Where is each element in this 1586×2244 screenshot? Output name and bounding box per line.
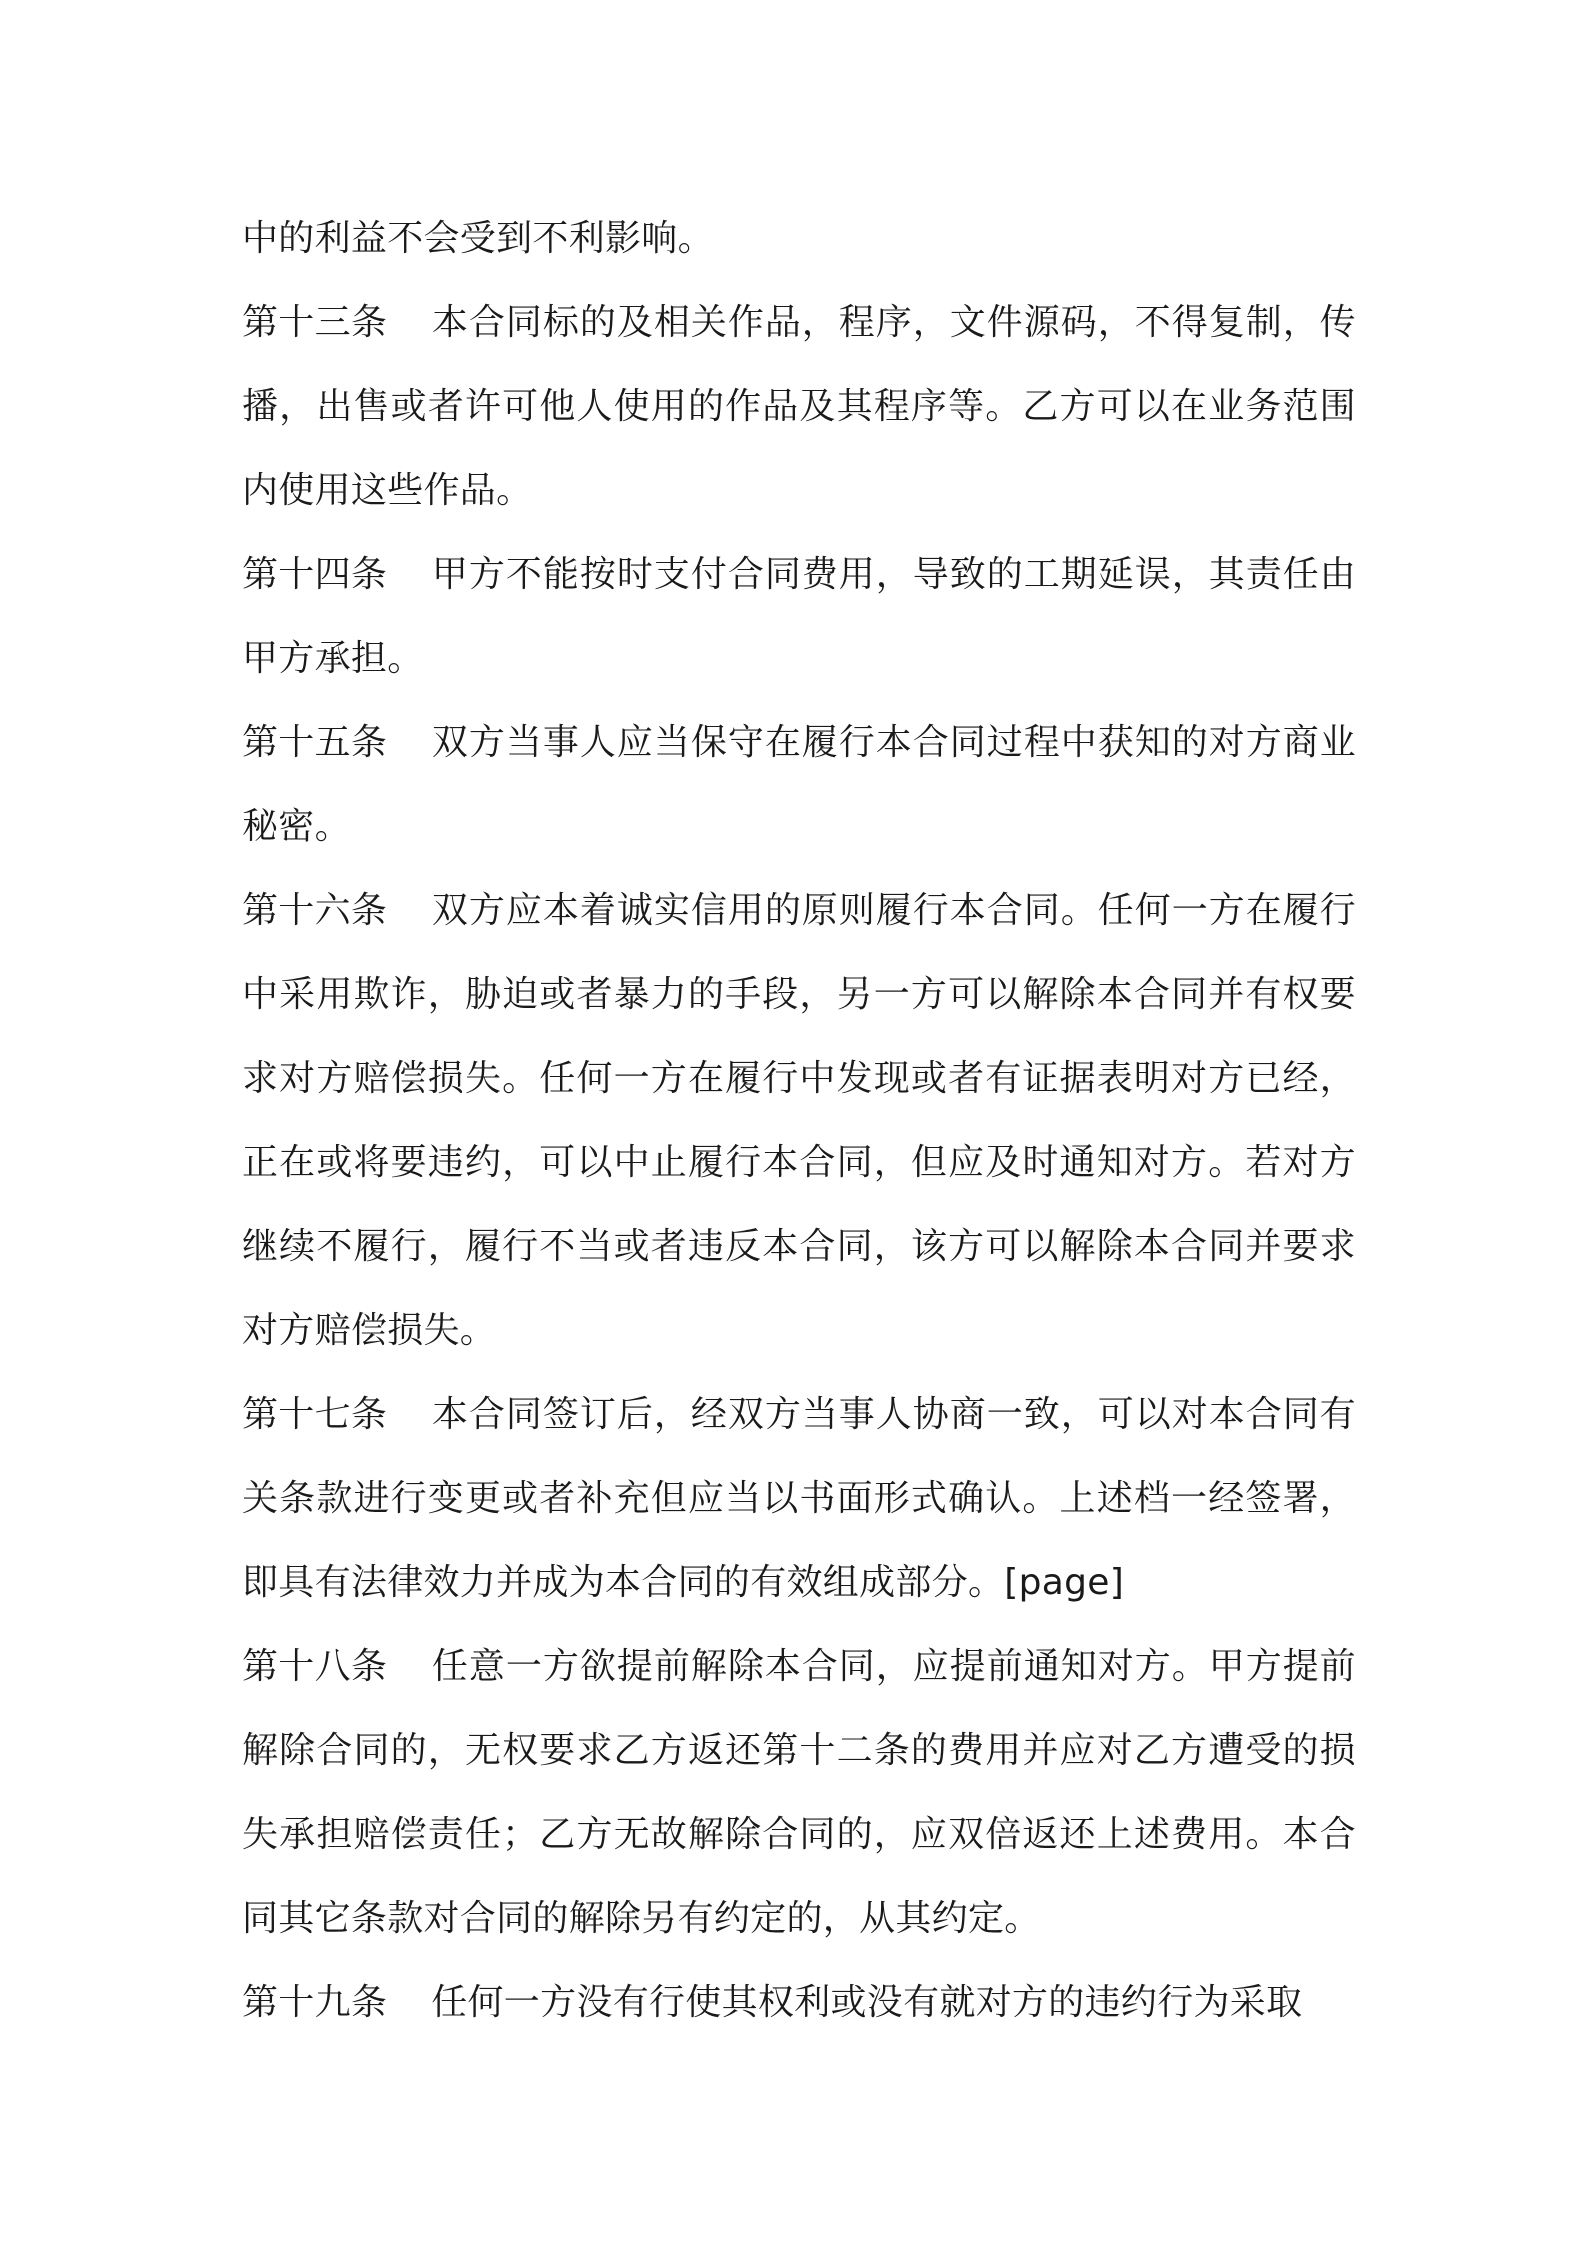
article-17 — [242, 1373, 1356, 1625]
article-13 — [242, 281, 1356, 533]
article-number: 第十三条 — [242, 302, 388, 343]
article-text: 双方应本着诚实信用的原则履行本合同。任何一方在履行中采用欺诈，胁迫或者暴力的手段，另一方可以解除本合同并有权要求对方赔偿损失。任何一方在履行中发现或者有证据表明对方已经，正在或将要违约，可以中止履行本合同，但应及时通知对方。若对方继续不履行，履行不当或者违反本合同，该方可以解除本合同并要求对方赔偿损失。 — [242, 890, 1356, 1351]
article-14 — [242, 533, 1356, 701]
article-number: 第十五条 — [242, 722, 388, 763]
paragraph-continuation — [242, 197, 1356, 281]
article-text: 任意一方欲提前解除本合同，应提前通知对方。甲方提前解除合同的，无权要求乙方返还第十二条的费用并应对乙方遭受的损失承担赔偿责任；乙方无故解除合同的，应双倍返还上述费用。本合同其它条款对合同的解除另有约定的，从其约定。 — [242, 1646, 1356, 1939]
article-number: 第十七条 — [242, 1394, 388, 1435]
article-19 — [242, 1961, 1356, 2045]
article-15 — [242, 701, 1356, 869]
article-16 — [242, 869, 1356, 1373]
article-text: 本合同标的及相关作品，程序，文件源码，不得复制，传播，出售或者许可他人使用的作品及其程序等。乙方可以在业务范围内使用这些作品。 — [242, 302, 1356, 511]
article-text: 本合同签订后，经双方当事人协商一致，可以对本合同有关条款进行变更或者补充但应当以书面形式确认。上述档一经签署，即具有法律效力并成为本合同的有效组成部分。[page] — [242, 1394, 1356, 1603]
article-18 — [242, 1625, 1356, 1961]
contract-body — [242, 197, 1356, 2045]
article-number: 第十四条 — [242, 554, 388, 595]
article-number: 第十八条 — [242, 1646, 388, 1687]
article-text: 双方当事人应当保守在履行本合同过程中获知的对方商业秘密。 — [242, 722, 1356, 847]
paragraph-text: 中的利益不会受到不利影响。 — [242, 218, 714, 259]
article-text: 甲方不能按时支付合同费用，导致的工期延误，其责任由甲方承担。 — [242, 554, 1356, 679]
article-text: 任何一方没有行使其权利或没有就对方的违约行为采取 — [431, 1982, 1303, 2023]
article-number: 第十六条 — [242, 890, 388, 931]
article-number: 第十九条 — [242, 1982, 388, 2023]
